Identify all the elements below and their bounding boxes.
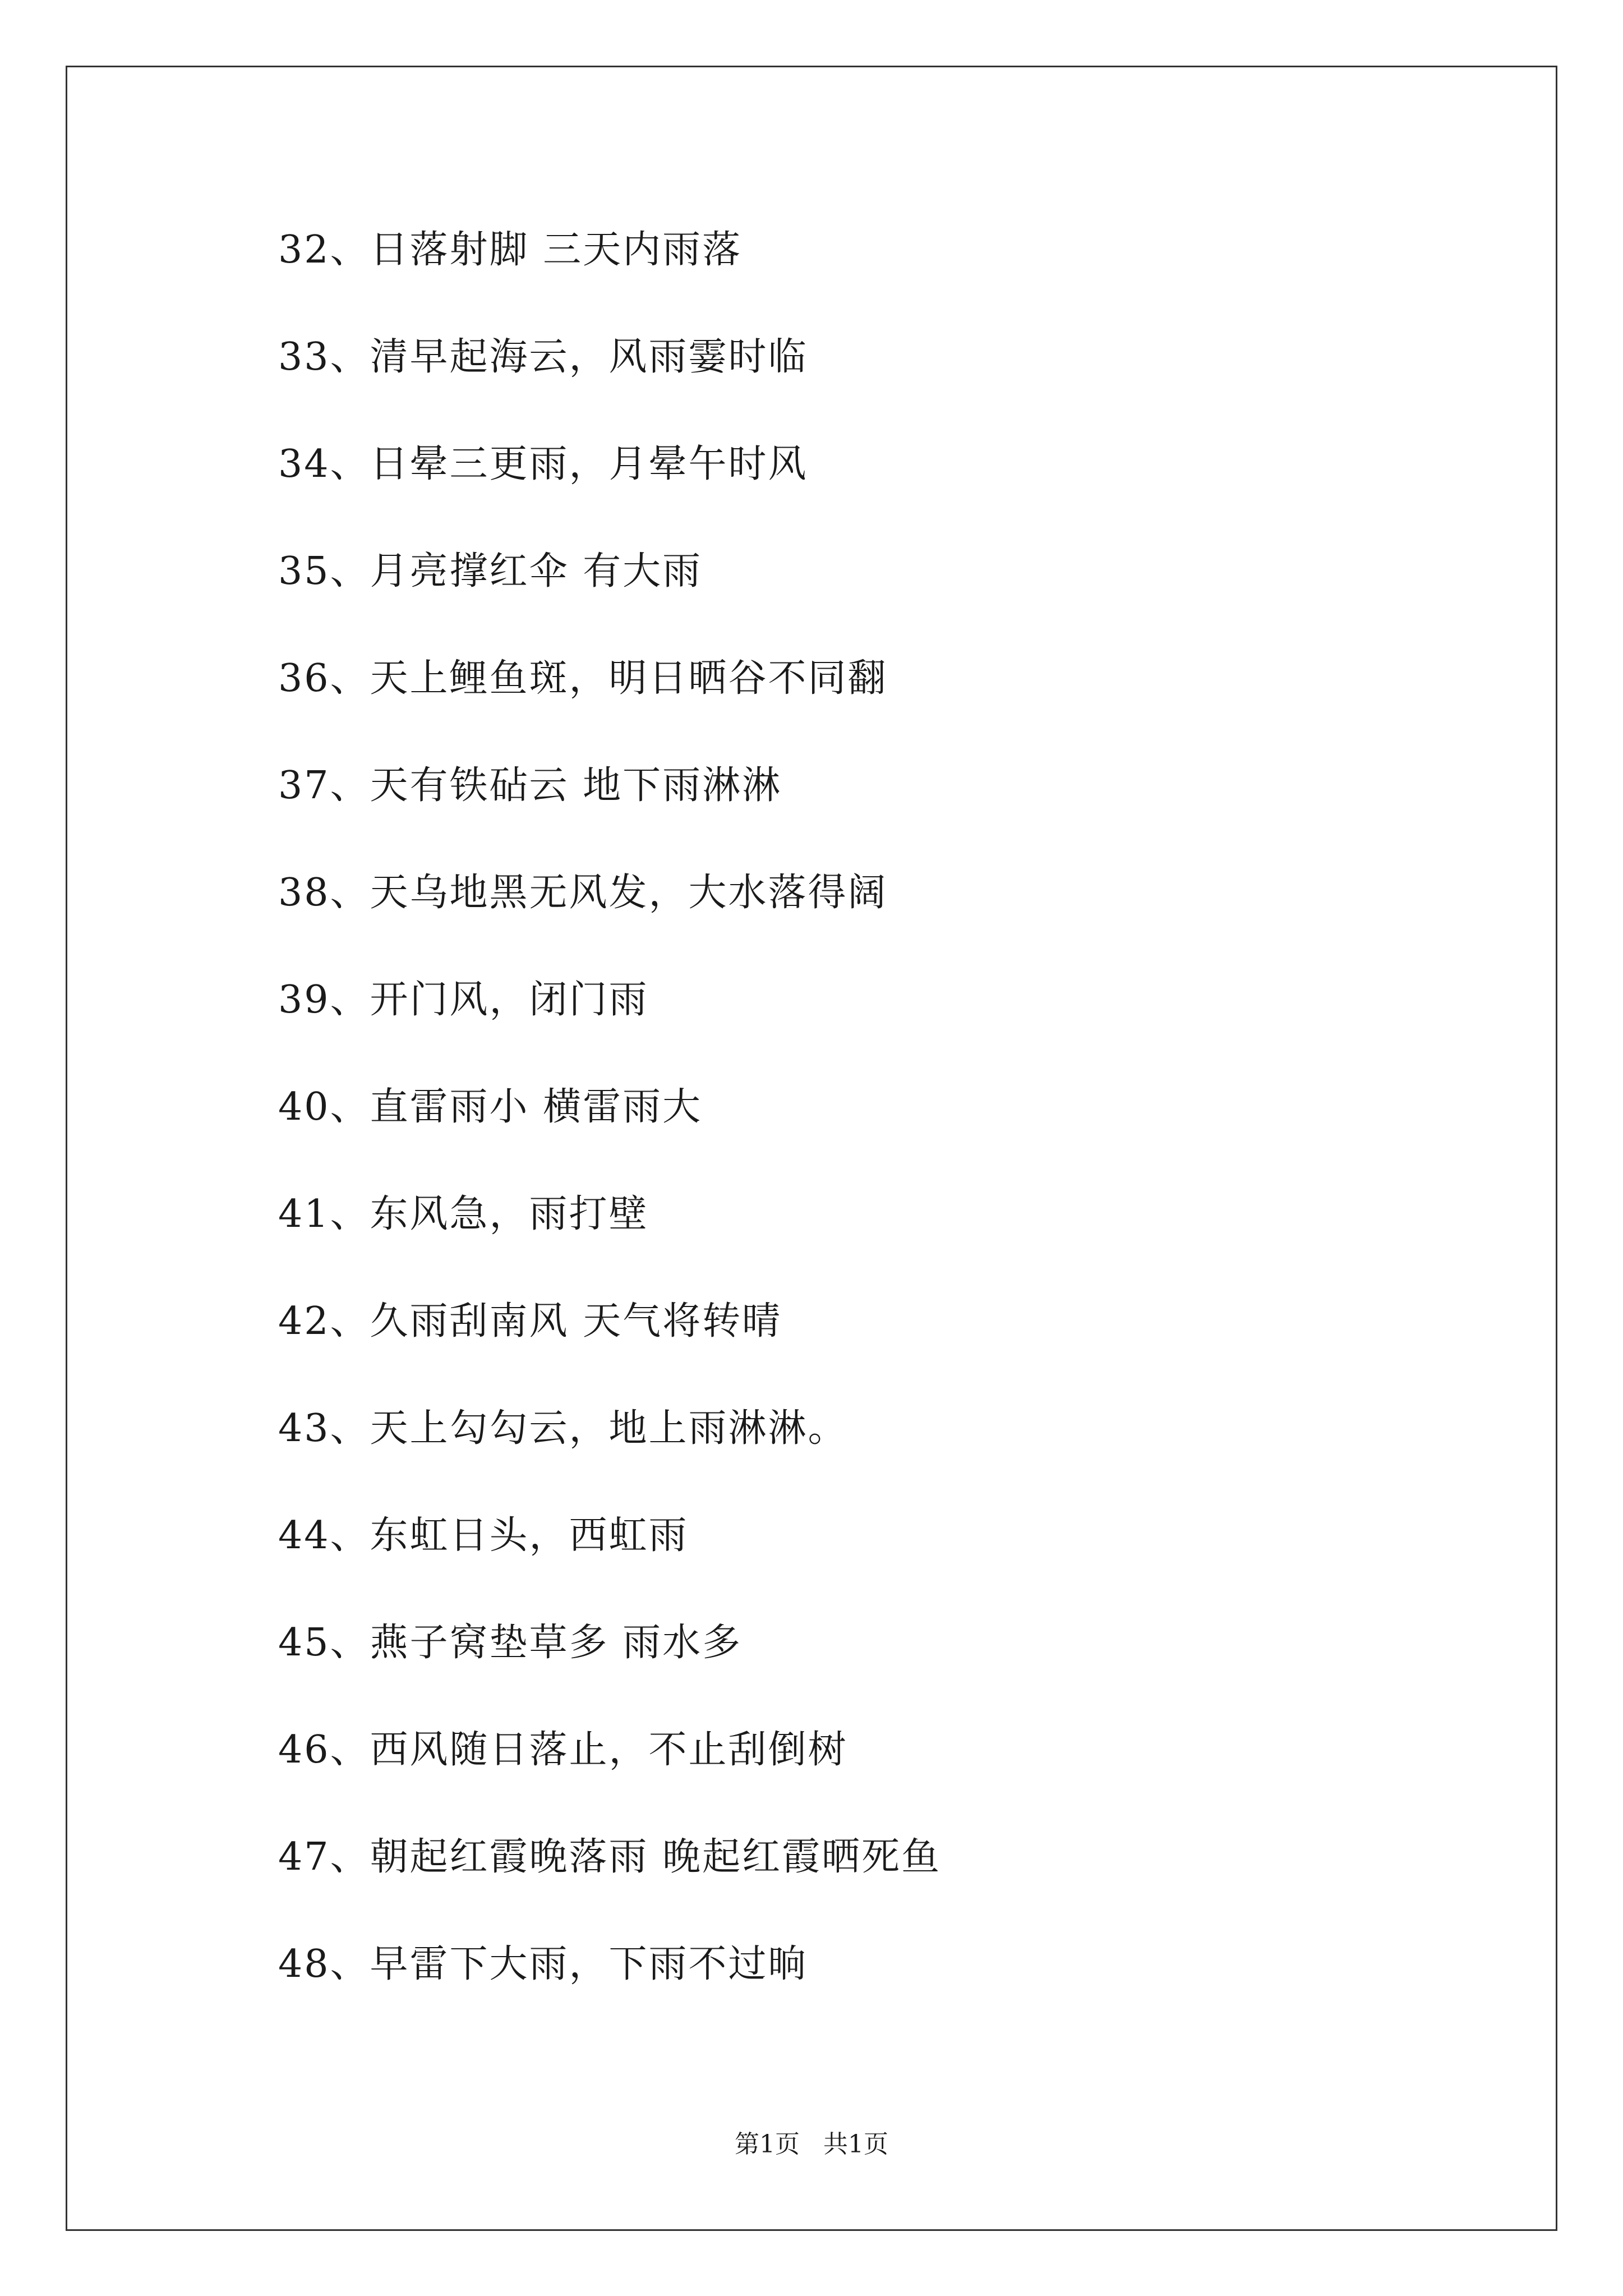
list-item: 44、东虹日头，西虹雨 (278, 1513, 689, 1558)
list-item: 48、早雷下大雨，下雨不过晌 (278, 1942, 808, 1986)
list-item: 39、开门风，闭门雨 (278, 978, 649, 1022)
list-item: 33、清早起海云，风雨霎时临 (278, 335, 808, 379)
list-item: 36、天上鲤鱼斑，明日晒谷不同翻 (278, 656, 888, 701)
page-number: 第1页 共1页 (735, 2130, 888, 2159)
list-item: 45、燕子窝垫草多 雨水多 (278, 1621, 743, 1665)
list-item: 35、月亮撑红伞 有大雨 (278, 549, 703, 593)
list-item: 32、日落射脚 三天内雨落 (278, 228, 743, 272)
list-item: 47、朝起红霞晚落雨 晚起红霞晒死鱼 (278, 1835, 942, 1879)
list-item: 42、久雨刮南风 天气将转晴 (278, 1299, 782, 1343)
proverb-list (278, 223, 941, 2045)
list-item: 38、天乌地黑无风发，大水落得阔 (278, 871, 888, 915)
list-item: 46、西风随日落止，不止刮倒树 (278, 1728, 848, 1772)
list-item: 43、天上勾勾云，地上雨淋淋。 (278, 1406, 848, 1451)
list-item: 37、天有铁砧云 地下雨淋淋 (278, 763, 782, 808)
list-item: 34、日晕三更雨，月晕午时风 (278, 442, 808, 486)
list-item: 40、直雷雨小 横雷雨大 (278, 1085, 703, 1129)
list-item: 41、东风急，雨打壁 (278, 1192, 649, 1236)
